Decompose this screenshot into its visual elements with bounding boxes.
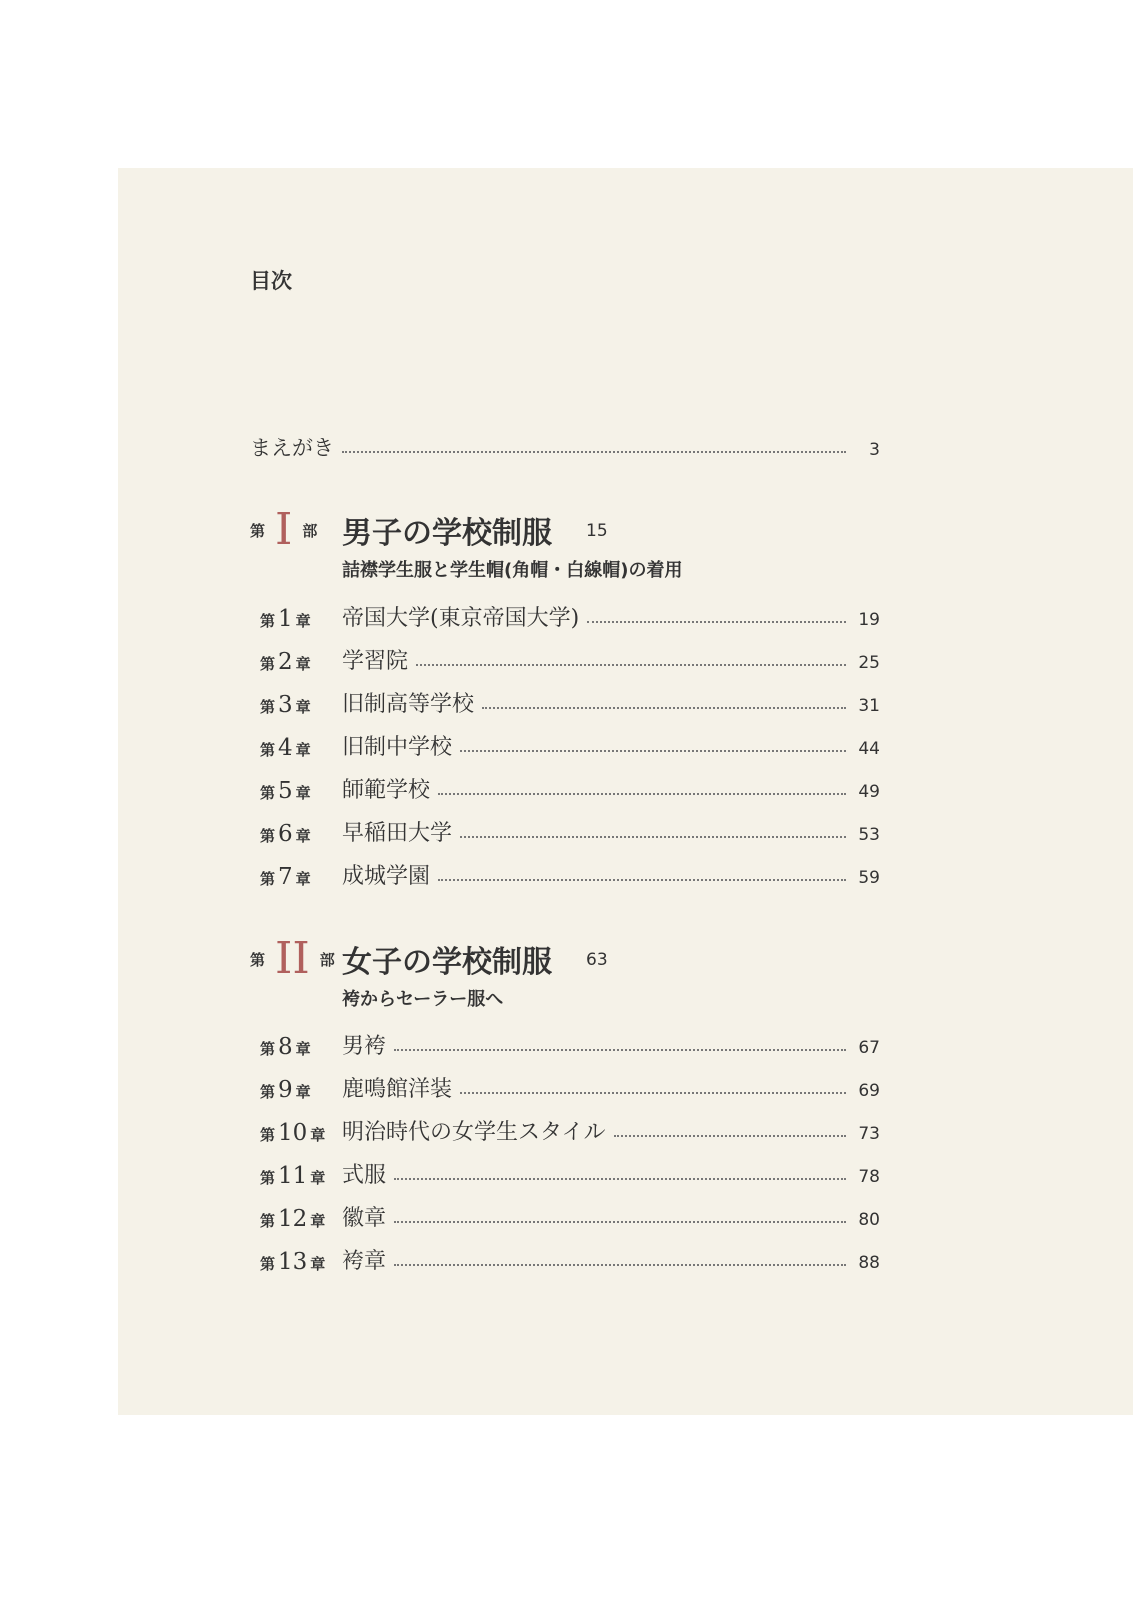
part-1-header[interactable] — [250, 504, 683, 582]
chapter-label: 第 12 章 — [260, 1206, 326, 1232]
chapter-label: 第 2 章 — [260, 649, 311, 675]
toc-entry-chapter-10[interactable] — [250, 1114, 880, 1146]
dot-leader — [416, 664, 846, 666]
chapter-title: 成城学園 — [342, 864, 431, 889]
toc-heading: 目次 — [250, 269, 292, 293]
toc-entry-chapter-11[interactable] — [250, 1157, 880, 1189]
page-number: 25 — [858, 653, 880, 673]
dot-leader — [614, 1135, 846, 1137]
part-subtitle: 詰襟学生服と学生帽(角帽・白線帽)の着用 — [342, 560, 683, 581]
page-number: 49 — [858, 782, 880, 802]
part-2-header[interactable] — [250, 933, 608, 1011]
page-number: 15 — [586, 521, 608, 541]
page-number: 19 — [858, 610, 880, 630]
dot-leader — [438, 879, 846, 881]
page-number: 69 — [858, 1081, 880, 1101]
dot-leader — [460, 836, 846, 838]
toc-entry-chapter-5[interactable] — [250, 772, 880, 804]
toc-entry-chapter-6[interactable] — [250, 815, 880, 847]
dot-leader — [394, 1221, 846, 1223]
chapter-label: 第 11 章 — [260, 1163, 326, 1189]
dot-leader — [394, 1264, 846, 1266]
dot-leader — [460, 1092, 846, 1094]
page-number: 53 — [858, 825, 880, 845]
page-number: 88 — [858, 1253, 880, 1273]
page-number: 63 — [586, 950, 608, 970]
dot-leader — [342, 451, 846, 453]
part-subtitle: 袴からセーラー服へ — [342, 989, 504, 1010]
chapter-title: 式服 — [342, 1163, 387, 1188]
chapter-label: 第 9 章 — [260, 1077, 311, 1103]
toc-entry-chapter-9[interactable] — [250, 1071, 880, 1103]
dot-leader — [587, 621, 846, 623]
dot-leader — [460, 750, 846, 752]
toc-entry-chapter-7[interactable] — [250, 858, 880, 890]
chapter-title: 学習院 — [342, 649, 409, 674]
chapter-title: 帝国大学(東京帝国大学) — [342, 606, 580, 631]
part-title: 女子の学校制服 — [342, 945, 552, 980]
part-title: 男子の学校制服 — [342, 516, 552, 551]
toc-entry-chapter-3[interactable] — [250, 686, 880, 718]
chapter-label: 第 13 章 — [260, 1249, 326, 1275]
toc-entry-chapter-4[interactable] — [250, 729, 880, 761]
page-number: 80 — [858, 1210, 880, 1230]
part-numeral: II — [275, 933, 310, 984]
chapter-title: 早稲田大学 — [342, 821, 453, 846]
chapter-title: 鹿鳴館洋装 — [342, 1077, 453, 1102]
dot-leader — [394, 1178, 846, 1180]
toc-entry-chapter-2[interactable] — [250, 643, 880, 675]
part-label: 第 II 部 — [250, 933, 335, 984]
page-number: 44 — [858, 739, 880, 759]
chapter-label: 第 3 章 — [260, 692, 311, 718]
chapter-label: 第 8 章 — [260, 1034, 311, 1060]
chapter-title: 旧制高等学校 — [342, 692, 475, 717]
part-numeral: I — [275, 504, 293, 555]
page-number: 73 — [858, 1124, 880, 1144]
chapter-label: 第 10 章 — [260, 1120, 326, 1146]
toc-entry-chapter-1[interactable] — [250, 600, 880, 632]
toc-entry-chapter-8[interactable] — [250, 1028, 880, 1060]
page-number: 78 — [858, 1167, 880, 1187]
chapter-title: 明治時代の女学生スタイル — [342, 1120, 606, 1145]
chapter-label: 第 7 章 — [260, 864, 311, 890]
page-number: 3 — [869, 440, 880, 460]
chapter-title: 男袴 — [342, 1034, 387, 1059]
dot-leader — [394, 1049, 846, 1051]
toc-entry-preface[interactable] — [250, 430, 880, 462]
chapter-title: 袴章 — [342, 1249, 387, 1274]
chapter-label: 第 5 章 — [260, 778, 311, 804]
page-number: 67 — [858, 1038, 880, 1058]
chapter-title: 徽章 — [342, 1206, 387, 1231]
chapter-label: 第 1 章 — [260, 606, 311, 632]
chapter-label: 第 4 章 — [260, 735, 311, 761]
part-label: 第 I 部 — [250, 504, 318, 555]
dot-leader — [482, 707, 846, 709]
toc-entry-chapter-12[interactable] — [250, 1200, 880, 1232]
dot-leader — [438, 793, 846, 795]
page-number: 31 — [858, 696, 880, 716]
chapter-label: 第 6 章 — [260, 821, 311, 847]
page-number: 59 — [858, 868, 880, 888]
toc-entry-chapter-13[interactable] — [250, 1243, 880, 1275]
preface-title: まえがき — [250, 436, 334, 460]
chapter-title: 師範学校 — [342, 778, 431, 803]
chapter-title: 旧制中学校 — [342, 735, 453, 760]
